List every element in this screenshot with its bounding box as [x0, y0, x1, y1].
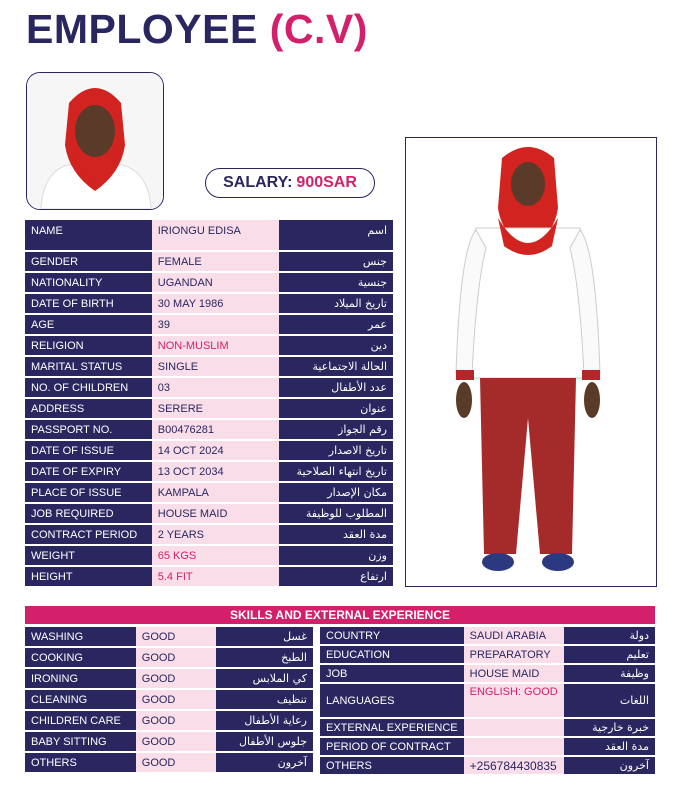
row-label: WEIGHT — [25, 546, 152, 565]
experience-table — [320, 625, 655, 776]
table-row — [25, 315, 393, 334]
skill-value: GOOD — [136, 753, 217, 772]
exp-value: PREPARATORY — [464, 646, 564, 663]
row-value: 13 OCT 2034 — [152, 462, 279, 481]
exp-label: OTHERS — [320, 757, 464, 774]
table-row — [320, 627, 655, 644]
exp-arabic: تعليم — [564, 646, 655, 663]
row-value: SERERE — [152, 399, 279, 418]
row-label: JOB REQUIRED — [25, 504, 152, 523]
exp-value — [464, 719, 564, 736]
table-row — [25, 294, 393, 313]
row-label: PASSPORT NO. — [25, 420, 152, 439]
table-row — [320, 684, 655, 717]
row-label: HEIGHT — [25, 567, 152, 586]
skill-value: GOOD — [136, 732, 217, 751]
skill-arabic: رعاية الأطفال — [216, 711, 313, 730]
full-body-photo — [405, 137, 657, 587]
row-value: 03 — [152, 378, 279, 397]
row-value: 65 KGS — [152, 546, 279, 565]
row-label: CONTRACT PERIOD — [25, 525, 152, 544]
row-arabic: ارتفاع — [279, 567, 394, 586]
table-row — [25, 378, 393, 397]
row-label: DATE OF EXPIRY — [25, 462, 152, 481]
skill-label: CHILDREN CARE — [25, 711, 136, 730]
row-value: 2 YEARS — [152, 525, 279, 544]
table-row — [25, 399, 393, 418]
portrait-photo — [26, 72, 164, 210]
row-label: DATE OF BIRTH — [25, 294, 152, 313]
table-row — [25, 627, 313, 646]
title-accent: (C.V) — [269, 6, 368, 52]
exp-arabic: آخرون — [564, 757, 655, 774]
row-label: NATIONALITY — [25, 273, 152, 292]
row-arabic: المطلوب للوظيفة — [279, 504, 394, 523]
title-main: EMPLOYEE — [26, 6, 258, 52]
salary-value: 900SAR — [296, 174, 357, 191]
table-row — [25, 504, 393, 523]
table-row — [25, 669, 313, 688]
exp-arabic: مدة العقد — [564, 738, 655, 755]
exp-arabic: دولة — [564, 627, 655, 644]
row-arabic: عمر — [279, 315, 394, 334]
row-arabic: مدة العقد — [279, 525, 394, 544]
personal-info-table — [25, 218, 393, 588]
row-arabic: مكان الإصدار — [279, 483, 394, 502]
row-value: 39 — [152, 315, 279, 334]
table-row — [25, 483, 393, 502]
row-arabic: عنوان — [279, 399, 394, 418]
skill-arabic: جلوس الأطفال — [216, 732, 313, 751]
table-row — [25, 648, 313, 667]
skill-value: GOOD — [136, 711, 217, 730]
skill-label: OTHERS — [25, 753, 136, 772]
row-arabic: تاريخ انتهاء الصلاحية — [279, 462, 394, 481]
skill-arabic: الطبخ — [216, 648, 313, 667]
table-row — [25, 546, 393, 565]
exp-value: ENGLISH: GOOD — [464, 684, 564, 717]
skill-label: BABY SITTING — [25, 732, 136, 751]
skill-arabic: آخرون — [216, 753, 313, 772]
table-row — [320, 719, 655, 736]
row-value: 5.4 FIT — [152, 567, 279, 586]
row-value: SINGLE — [152, 357, 279, 376]
row-value: B00476281 — [152, 420, 279, 439]
row-value: 14 OCT 2024 — [152, 441, 279, 460]
exp-value: +256784430835 — [464, 757, 564, 774]
row-label: ADDRESS — [25, 399, 152, 418]
exp-label: PERIOD OF CONTRACT — [320, 738, 464, 755]
table-row — [25, 441, 393, 460]
row-arabic: جنسية — [279, 273, 394, 292]
table-row — [25, 690, 313, 709]
exp-value — [464, 738, 564, 755]
table-row — [25, 336, 393, 355]
row-value: HOUSE MAID — [152, 504, 279, 523]
row-label: DATE OF ISSUE — [25, 441, 152, 460]
row-label: RELIGION — [25, 336, 152, 355]
skill-label: IRONING — [25, 669, 136, 688]
row-label: NAME — [25, 220, 152, 250]
skill-label: CLEANING — [25, 690, 136, 709]
exp-label: EDUCATION — [320, 646, 464, 663]
table-row — [25, 462, 393, 481]
exp-label: COUNTRY — [320, 627, 464, 644]
table-row — [25, 732, 313, 751]
row-arabic: وزن — [279, 546, 394, 565]
table-row — [25, 711, 313, 730]
row-label: GENDER — [25, 252, 152, 271]
table-row — [320, 757, 655, 774]
skill-value: GOOD — [136, 648, 217, 667]
row-arabic: دين — [279, 336, 394, 355]
row-arabic: جنس — [279, 252, 394, 271]
table-row — [25, 252, 393, 271]
skill-value: GOOD — [136, 627, 217, 646]
skill-value: GOOD — [136, 690, 217, 709]
table-row — [25, 220, 393, 250]
row-label: AGE — [25, 315, 152, 334]
table-row — [320, 738, 655, 755]
table-row — [25, 357, 393, 376]
row-arabic: اسم — [279, 220, 394, 250]
table-row — [25, 567, 393, 586]
row-value: NON-MUSLIM — [152, 336, 279, 355]
row-arabic: تاريخ الميلاد — [279, 294, 394, 313]
exp-value: SAUDI ARABIA — [464, 627, 564, 644]
row-label: PLACE OF ISSUE — [25, 483, 152, 502]
row-value: 30 MAY 1986 — [152, 294, 279, 313]
row-label: MARITAL STATUS — [25, 357, 152, 376]
skill-arabic: غسل — [216, 627, 313, 646]
exp-arabic: خبرة خارجية — [564, 719, 655, 736]
page-title — [26, 6, 368, 53]
skill-arabic: تنظيف — [216, 690, 313, 709]
table-row — [25, 525, 393, 544]
row-label: NO. OF CHILDREN — [25, 378, 152, 397]
row-value: IRIONGU EDISA — [152, 220, 279, 250]
skill-label: COOKING — [25, 648, 136, 667]
exp-label: EXTERNAL EXPERIENCE — [320, 719, 464, 736]
salary-label: SALARY: — [223, 174, 293, 191]
skill-value: GOOD — [136, 669, 217, 688]
row-value: UGANDAN — [152, 273, 279, 292]
exp-label: LANGUAGES — [320, 684, 464, 717]
row-value: FEMALE — [152, 252, 279, 271]
row-arabic: رقم الجواز — [279, 420, 394, 439]
exp-arabic: وظيفة — [564, 665, 655, 682]
row-arabic: الحالة الاجتماعية — [279, 357, 394, 376]
skill-label: WASHING — [25, 627, 136, 646]
row-value: KAMPALA — [152, 483, 279, 502]
row-arabic: عدد الأطفال — [279, 378, 394, 397]
salary-badge — [205, 168, 375, 198]
skills-table — [25, 625, 313, 774]
table-row — [320, 665, 655, 682]
exp-label: JOB — [320, 665, 464, 682]
table-row — [25, 273, 393, 292]
table-row — [320, 646, 655, 663]
table-row — [25, 753, 313, 772]
exp-value: HOUSE MAID — [464, 665, 564, 682]
table-row — [25, 420, 393, 439]
skills-header: SKILLS AND EXTERNAL EXPERIENCE — [25, 606, 655, 624]
row-arabic: تاريخ الاصدار — [279, 441, 394, 460]
skill-arabic: كي الملابس — [216, 669, 313, 688]
exp-arabic: اللغات — [564, 684, 655, 717]
